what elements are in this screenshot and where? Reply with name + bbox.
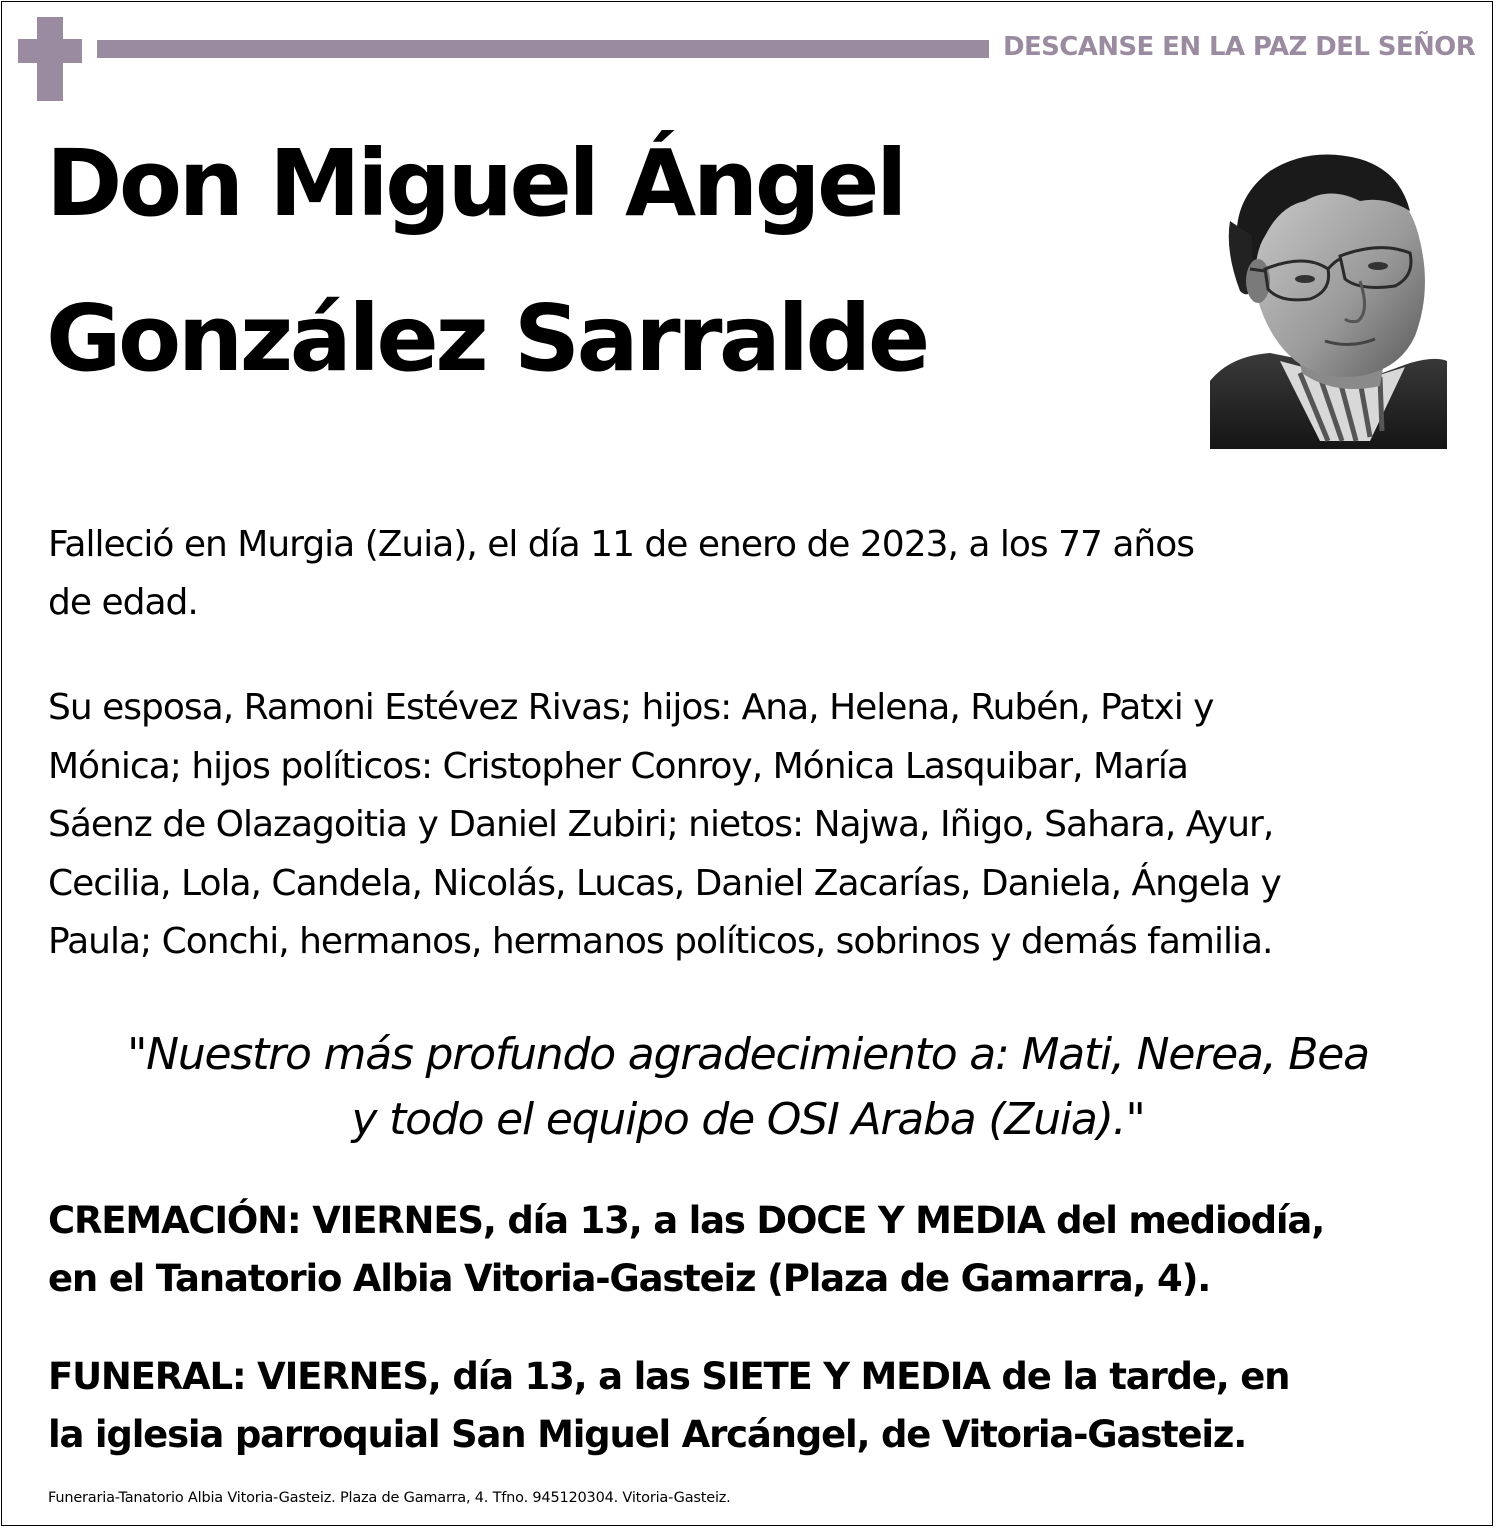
- funeral-line-2: la iglesia parroquial San Miguel Arcángel, de Vitoria-Gasteiz.: [48, 1413, 1247, 1456]
- family-line: Sáenz de Olazagoitia y Daniel Zubiri; nietos: Najwa, Iñigo, Sahara, Ayur,: [48, 804, 1274, 845]
- family-line: Su esposa, Ramoni Estévez Rivas; hijos: Ana, Helena, Rubén, Patxi y: [48, 687, 1214, 728]
- funeral-info: [48, 1348, 1468, 1464]
- quote-line-1: "Nuestro más profundo agradecimiento a: Mati, Nerea, Bea: [127, 1029, 1369, 1080]
- cremation-line-1: CREMACIÓN: VIERNES, día 13, a las DOCE Y MEDIA del mediodía,: [48, 1199, 1325, 1242]
- funeral-line-1: FUNERAL: VIERNES, día 13, a las SIETE Y MEDIA de la tarde, en: [48, 1355, 1290, 1398]
- family-line: Mónica; hijos políticos: Cristopher Conroy, Mónica Lasquibar, María: [48, 745, 1188, 787]
- header-tagline: DESCANSE EN LA PAZ DEL SEÑOR: [1003, 32, 1476, 62]
- acknowledgement-quote: [48, 1022, 1448, 1152]
- cremation-info: [48, 1192, 1468, 1308]
- family-line: Cecilia, Lola, Candela, Nicolás, Lucas, Daniel Zacarías, Daniela, Ángela y: [48, 862, 1281, 904]
- death-notice-line-1: Falleció en Murgia (Zuia), el día 11 de enero de 2023, a los 77 años: [48, 524, 1195, 565]
- name-line-1: Don Miguel Ángel: [46, 130, 904, 237]
- header-rule: [97, 40, 989, 58]
- family-list: [48, 679, 1448, 972]
- death-notice: [48, 516, 1448, 632]
- funeral-home-footer: Funeraria-Tanatorio Albia Vitoria-Gasteiz. Plaza de Gamarra, 4. Tfno. 945120304. Vitoria-Gasteiz.: [48, 1490, 731, 1506]
- cremation-line-2: en el Tanatorio Albia Vitoria-Gasteiz (Plaza de Gamarra, 4).: [48, 1257, 1211, 1300]
- family-line: Paula; Conchi, hermanos, hermanos políticos, sobrinos y demás familia.: [48, 921, 1273, 962]
- portrait-photo: [1210, 141, 1447, 449]
- name-line-2: González Sarralde: [46, 285, 927, 392]
- quote-line-2: y todo el equipo de OSI Araba (Zuia).": [351, 1094, 1145, 1145]
- cross-horizontal-bar: [18, 39, 82, 63]
- death-notice-line-2: de edad.: [48, 582, 198, 623]
